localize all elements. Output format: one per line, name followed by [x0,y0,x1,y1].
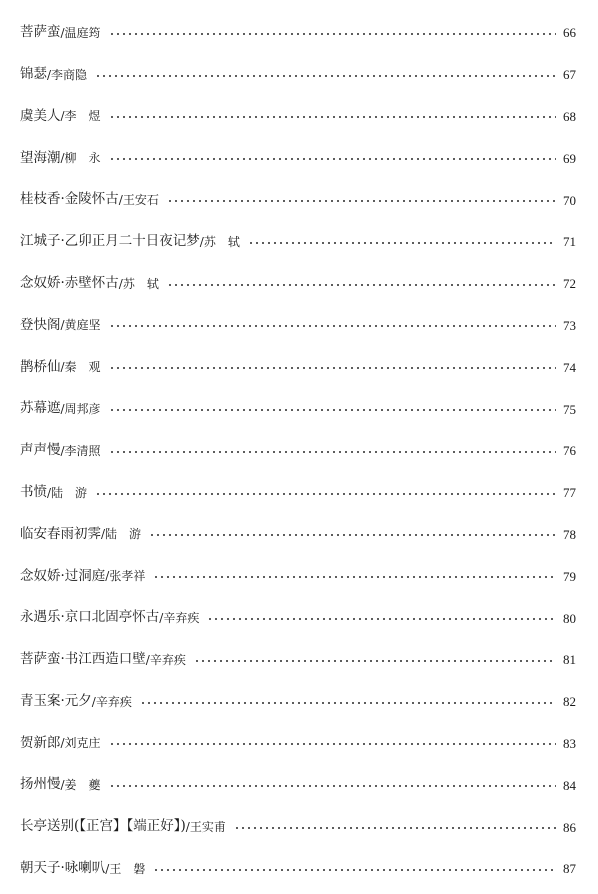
dot-leader [140,702,556,704]
entry-title: 书愤 [20,483,47,500]
entry-page-number: 71 [563,234,576,250]
dot-leader [207,618,556,620]
dot-leader [194,660,556,662]
dot-leader [167,200,556,202]
entry-page-number: 67 [563,67,576,83]
entry-title: 锦瑟 [20,65,47,82]
dot-leader [95,75,556,77]
entry-author: 辛弃疾 [95,694,132,709]
toc-entry[interactable] [20,305,576,347]
toc-entry[interactable] [20,346,576,388]
entry-page-number: 79 [563,568,576,584]
toc-entry[interactable] [20,723,576,765]
entry-page-number: 76 [563,443,576,459]
entry-separator: / [91,694,96,709]
entry-separator: / [60,443,65,458]
entry-title: 念奴娇·过洞庭 [20,567,106,584]
toc-entry[interactable] [20,179,576,221]
entry-page-number: 86 [563,819,576,835]
toc-entry[interactable] [20,597,576,639]
entry-separator: / [185,820,190,835]
entry-title: 青玉案·元夕 [20,692,92,709]
entry-separator: / [60,151,65,166]
entry-title: 菩萨蛮·书江西造口壁 [20,651,146,668]
entry-author: 温庭筠 [64,25,101,40]
dot-leader [109,325,556,327]
entry-author: 姜 夔 [64,778,101,793]
dot-leader [109,116,556,118]
entry-title: 鹊桥仙 [20,358,61,375]
toc-entry[interactable] [20,514,576,556]
entry-page-number: 77 [563,485,576,501]
entry-author: 陆 游 [51,485,88,500]
entry-title: 朝天子·咏喇叭 [20,860,106,877]
entry-author: 柳 永 [64,151,101,166]
toc-entry[interactable] [20,806,576,848]
entry-title: 苏幕遮 [20,400,61,417]
entry-separator: / [60,318,65,333]
entry-separator: / [60,736,65,751]
dot-leader [109,409,556,411]
entry-author: 张孝祥 [109,569,146,584]
entry-separator: / [60,25,65,40]
entry-title: 菩萨蛮 [20,24,61,41]
entry-page-number: 83 [563,735,576,751]
toc-entry[interactable] [20,388,576,430]
entry-page-number: 81 [563,652,576,668]
toc-entry[interactable] [20,12,576,54]
dot-leader [234,827,556,829]
entry-page-number: 66 [563,25,576,41]
entry-author: 苏 轼 [203,234,240,249]
entry-title: 虞美人 [20,107,61,124]
toc-entry[interactable] [20,639,576,681]
entry-page-number: 74 [563,359,576,375]
entry-author: 苏 轼 [122,276,159,291]
entry-separator: / [105,861,110,876]
dot-leader [167,284,556,286]
entry-title: 永遇乐·京口北固亭怀古 [20,609,160,626]
entry-separator: / [60,778,65,793]
toc-entry[interactable] [20,681,576,723]
toc-entry[interactable] [20,263,576,305]
toc-entry[interactable] [20,764,576,806]
dot-leader [109,743,556,745]
entry-author: 李商隐 [51,67,88,82]
entry-author: 王实甫 [189,820,226,835]
dot-leader [109,451,556,453]
toc-entry[interactable] [20,221,576,263]
entry-page-number: 78 [563,526,576,542]
dot-leader [109,158,556,160]
entry-separator: / [105,569,110,584]
toc-entry[interactable] [20,54,576,96]
dot-leader [149,534,556,536]
entry-page-number: 75 [563,401,576,417]
entry-author: 陆 游 [105,527,142,542]
entry-page-number: 73 [563,317,576,333]
toc-entry[interactable] [20,472,576,514]
entry-author: 周邦彦 [64,402,101,417]
toc-entry[interactable] [20,137,576,179]
dot-leader [153,869,556,871]
toc-entry[interactable] [20,848,576,890]
entry-separator: / [199,234,204,249]
entry-title: 江城子·乙卯正月二十日夜记梦 [20,233,200,250]
entry-author: 辛弃疾 [163,611,200,626]
dot-leader [109,785,556,787]
entry-author: 辛弃疾 [149,652,186,667]
entry-separator: / [101,527,106,542]
entry-page-number: 72 [563,276,576,292]
entry-title: 贺新郎 [20,734,61,751]
entry-title: 登快阁 [20,316,61,333]
entry-page-number: 84 [563,777,576,793]
entry-title: 桂枝香·金陵怀古 [20,191,119,208]
dot-leader [248,242,556,244]
entry-page-number: 87 [563,861,576,877]
entry-page-number: 82 [563,694,576,710]
entry-separator: / [47,485,52,500]
entry-page-number: 70 [563,192,576,208]
toc-entry[interactable] [20,555,576,597]
dot-leader [109,33,556,35]
entry-separator: / [47,67,52,82]
toc-entry[interactable] [20,430,576,472]
entry-separator: / [60,360,65,375]
entry-title: 长亭送别(【正宫】【端正好】) [20,818,186,835]
entry-title: 扬州慢 [20,776,61,793]
table-of-contents [20,12,576,890]
entry-separator: / [118,193,123,208]
entry-title: 望海潮 [20,149,61,166]
entry-separator: / [145,652,150,667]
toc-entry[interactable] [20,96,576,138]
entry-author: 刘克庄 [64,736,101,751]
entry-separator: / [118,276,123,291]
entry-title: 声声慢 [20,442,61,459]
entry-author: 李清照 [64,443,101,458]
entry-separator: / [60,402,65,417]
entry-page-number: 68 [563,108,576,124]
entry-author: 秦 观 [64,360,101,375]
entry-author: 王安石 [122,193,159,208]
dot-leader [153,576,556,578]
entry-title: 临安春雨初霁 [20,525,101,542]
entry-separator: / [159,611,164,626]
entry-page-number: 80 [563,610,576,626]
entry-title: 念奴娇·赤壁怀古 [20,274,119,291]
entry-separator: / [60,109,65,124]
entry-author: 李 煜 [64,109,101,124]
entry-page-number: 69 [563,150,576,166]
entry-author: 王 磐 [109,861,146,876]
entry-author: 黄庭坚 [64,318,101,333]
dot-leader [109,367,556,369]
dot-leader [95,493,556,495]
